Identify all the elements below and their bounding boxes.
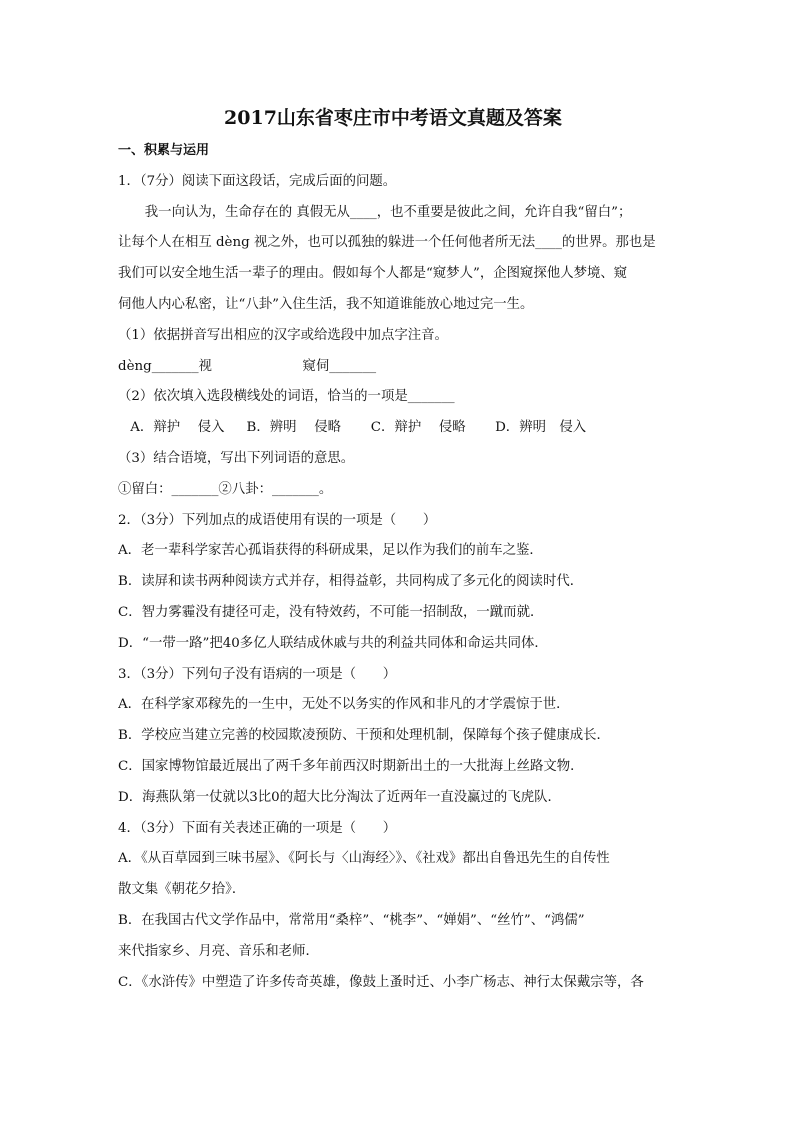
q1-sub1: （1）依据拼音写出相应的汉字或给选段中加点字注音。 <box>118 327 448 343</box>
q1-passage-line: 我们可以安全地生活一辈子的理由。假如每个人都是“窥梦人”，企图窥探他人梦境、窥 <box>118 266 628 282</box>
q1-passage-line: 我一向认为，生命存在的 真假无从____，也不重要是彼此之间，允许自我“留白”； <box>144 204 632 220</box>
q2-option-d: D．“一带一路”把40多亿人联结成休戚与共的利益共同体和命运共同体． <box>118 635 548 651</box>
q1-sub3: （3）结合语境，写出下列词语的意思。 <box>118 450 355 466</box>
q3-stem: 3．（3分）下列句子没有语病的一项是（ ） <box>118 666 397 682</box>
q4-stem: 4．（3分）下面有关表述正确的一项是（ ） <box>118 820 397 836</box>
section-heading: 一、积累与运用 <box>118 143 210 158</box>
q1-passage-line: 伺他人内心私密，让“八卦”入住生活，我不知道谁能放心地过完一生。 <box>118 296 534 312</box>
q4-line: C．《水浒传》中塑造了许多传奇英雄，像鼓上蚤时迁、小李广杨志、神行太保戴宗等，各 <box>118 974 644 990</box>
q4-line: B．在我国古代文学作品中，常常用“桑梓”、“桃李”、“婵娟”、“丝竹”、“鸿儒” <box>118 912 585 928</box>
q1-sub3-blanks: ①留白：_______②八卦：_______。 <box>118 481 333 497</box>
q1-stem: 1．（7分）阅读下面这段话，完成后面的问题。 <box>118 173 397 189</box>
q2-option-a: A．老一辈科学家苦心孤诣获得的科研成果，足以作为我们的前车之鉴． <box>118 543 543 559</box>
q3-option-d: D．海燕队第一仗就以3比0的超大比分淘汰了近两年一直没赢过的飞虎队． <box>118 789 561 805</box>
q2-option-c: C．智力雾霾没有捷径可走，没有特效药，不可能一招制敌，一蹴而就． <box>118 604 544 620</box>
q4-line: 来代指家乡、月亮、音乐和老师． <box>118 943 319 959</box>
exam-page <box>118 100 678 998</box>
page-title: 2017山东省枣庄市中考语文真题及答案 <box>224 107 562 129</box>
q1-sub1-blank-b: 窥伺_______ <box>302 358 377 374</box>
q1-option-c: C．辩护 侵略 <box>370 420 466 436</box>
q3-option-b: B．学校应当建立完善的校园欺凌预防、干预和处理机制，保障每个孩子健康成长． <box>118 728 610 744</box>
q1-option-b: B．辨明 侵略 <box>246 420 341 436</box>
q1-option-a: A．辩护 侵入 <box>130 420 225 436</box>
q1-sub2-options <box>118 413 678 444</box>
q1-sub2: （2）依次填入选段横线处的词语，恰当的一项是_______ <box>118 389 455 405</box>
q4-line: A．《从百草园到三味书屋》、《阿长与〈山海经〉》、《社戏》都出自鲁迅先生的自传性 <box>118 851 610 867</box>
q4-line: 散文集《朝花夕拾》． <box>118 882 246 898</box>
q2-option-b: B．读屏和读书两种阅读方式并存，相得益彰，共同构成了多元化的阅读时代． <box>118 574 584 590</box>
q3-option-c: C．国家博物馆最近展出了两千多年前西汉时期新出土的一大批海上丝路文物． <box>118 758 584 774</box>
q3-option-a: A．在科学家邓稼先的一生中，无处不以务实的作风和非凡的才学震惊于世． <box>118 697 570 713</box>
q1-passage-line: 让每个人在相互 dèng 视之外，也可以孤独的躲进一个任何他者所无法____的世界。那也是 <box>118 235 656 251</box>
q1-sub1-blanks <box>118 352 678 383</box>
q1-option-d: D．辨明 侵入 <box>495 420 587 436</box>
q2-stem: 2．（3分）下列加点的成语使用有误的一项是（ ） <box>118 512 437 528</box>
q1-sub1-blank-a: dèng_______视 <box>118 358 212 374</box>
